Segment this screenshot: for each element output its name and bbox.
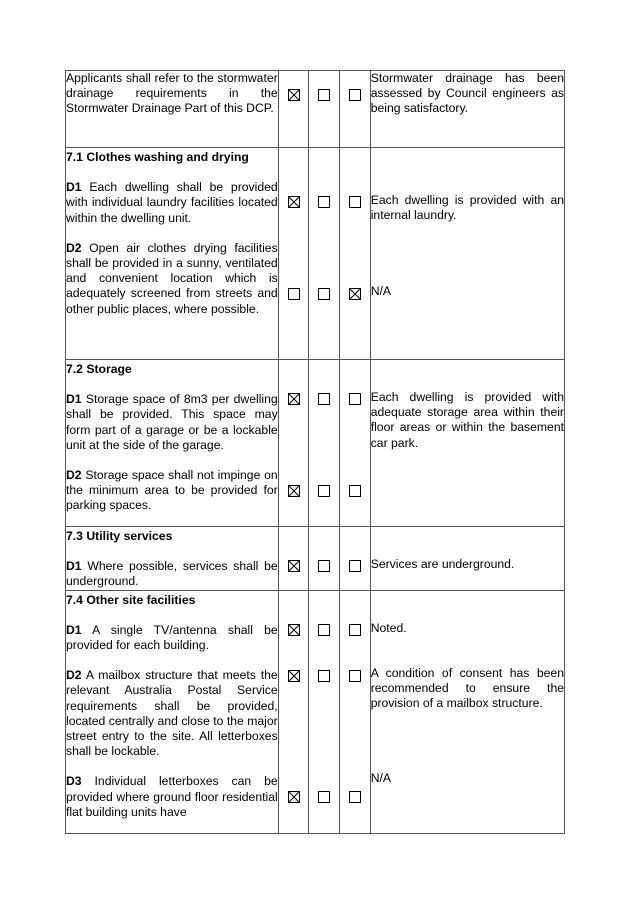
checkbox-unchecked-icon[interactable]	[349, 484, 361, 496]
clause-text: Each dwelling shall be provided with individual laundry facilities located within the dwelling unit.	[66, 180, 278, 225]
table-row-section-7-2	[66, 360, 565, 527]
checkbox-unchecked-icon[interactable]	[288, 287, 300, 299]
clause-text: A single TV/antenna shall be provided for each building.	[66, 622, 278, 653]
checkbox-cell-na	[340, 590, 371, 833]
section-heading: 7.3 Utility services	[66, 529, 173, 543]
comment-cell	[370, 527, 564, 591]
checkbox-unchecked-icon[interactable]	[318, 669, 330, 681]
checkbox-cell-no	[309, 527, 340, 591]
clause-d1	[66, 392, 278, 453]
clause-text: Storage space of 8m3 per dwelling shall be provided. This space may form part of a garage or be a lockable unit at the side of the garage.	[66, 392, 278, 452]
clause-text: Where possible, services shall be underground.	[66, 559, 278, 589]
checkbox-unchecked-icon[interactable]	[349, 559, 361, 571]
comment-text: Each dwelling is provided with adequate storage area within their floor areas or within the basement car park.	[370, 390, 564, 450]
checkbox-unchecked-icon[interactable]	[349, 392, 361, 404]
clause-label: D1	[66, 559, 82, 574]
checkbox-cell-yes	[278, 360, 309, 527]
table-row-stormwater	[66, 71, 565, 148]
clause-text: A mailbox structure that meets the relevant Australia Postal Service requirements shall be provided, located centrally and close to the major street entry to the site. All letterboxes shall be lockable.	[66, 668, 278, 759]
requirement-cell	[66, 360, 279, 527]
section-heading: 7.4 Other site facilities	[66, 592, 196, 607]
clause-label: D1	[66, 180, 82, 195]
comment-cell	[370, 71, 564, 148]
checkbox-checked-icon[interactable]	[288, 559, 300, 571]
checkbox-cell-yes	[278, 71, 309, 148]
clause-label: D2	[66, 468, 82, 483]
comment-cell	[370, 590, 564, 833]
checkbox-unchecked-icon[interactable]	[349, 669, 361, 681]
checkbox-cell-no	[309, 360, 340, 527]
requirement-cell	[66, 590, 279, 833]
requirement-text: Applicants shall refer to the stormwater drainage requirements in the Stormwater Drainage Part of this DCP.	[66, 71, 278, 116]
clause-label: D1	[66, 392, 82, 407]
checkbox-cell-na	[340, 148, 371, 360]
comment-text: N/A	[370, 284, 392, 299]
requirement-cell	[66, 527, 279, 591]
table-row-section-7-1	[66, 148, 565, 360]
checkbox-unchecked-icon[interactable]	[318, 88, 330, 100]
dcp-compliance-table	[65, 70, 565, 834]
clause-text: Individual letterboxes can be provided where ground floor residential flat building units have	[66, 774, 278, 819]
checkbox-unchecked-icon[interactable]	[349, 88, 361, 100]
comment-cell	[370, 148, 564, 360]
comment-text: A condition of consent has been recommended to ensure the provision of a mailbox structure.	[370, 665, 564, 711]
clause-label: D1	[66, 622, 82, 637]
section-heading: 7.1 Clothes washing and drying	[66, 150, 249, 164]
checkbox-unchecked-icon[interactable]	[318, 195, 330, 207]
requirement-cell	[66, 71, 279, 148]
clause-d1	[66, 623, 278, 653]
checkbox-unchecked-icon[interactable]	[318, 287, 330, 299]
checkbox-checked-icon[interactable]	[288, 195, 300, 207]
clause-d1	[66, 180, 278, 226]
checkbox-checked-icon[interactable]	[288, 484, 300, 496]
requirement-cell	[66, 148, 279, 360]
checkbox-unchecked-icon[interactable]	[318, 484, 330, 496]
comment-text: Services are underground.	[370, 557, 515, 571]
comment-text: Noted.	[370, 620, 407, 635]
clause-label: D3	[66, 774, 82, 789]
checkbox-unchecked-icon[interactable]	[349, 790, 361, 802]
checkbox-cell-na	[340, 71, 371, 148]
checkbox-unchecked-icon[interactable]	[349, 623, 361, 635]
checkbox-unchecked-icon[interactable]	[318, 790, 330, 802]
checkbox-unchecked-icon[interactable]	[349, 195, 361, 207]
checkbox-unchecked-icon[interactable]	[318, 623, 330, 635]
checkbox-cell-na	[340, 360, 371, 527]
checkbox-cell-no	[309, 148, 340, 360]
checkbox-unchecked-icon[interactable]	[318, 392, 330, 404]
clause-text: Storage space shall not impinge on the minimum area to be provided for parking spaces.	[66, 468, 278, 513]
clause-d2	[66, 468, 278, 514]
clause-text: Open air clothes drying facilities shall be provided in a sunny, ventilated and convenient location which is adequately screened from streets and other public places, where possible.	[66, 240, 278, 316]
comment-cell	[370, 360, 564, 527]
clause-d1	[66, 559, 278, 589]
comment-text: N/A	[370, 771, 392, 786]
clause-label: D2	[66, 240, 82, 255]
table-row-section-7-4	[66, 590, 565, 833]
section-heading: 7.2 Storage	[66, 362, 132, 376]
checkbox-checked-icon[interactable]	[288, 790, 300, 802]
table-row-section-7-3	[66, 527, 565, 591]
checkbox-checked-icon[interactable]	[288, 669, 300, 681]
clause-d3	[66, 774, 278, 820]
checkbox-cell-yes	[278, 527, 309, 591]
checkbox-cell-yes	[278, 590, 309, 833]
checkbox-checked-icon[interactable]	[288, 623, 300, 635]
checkbox-checked-icon[interactable]	[288, 392, 300, 404]
checkbox-cell-yes	[278, 148, 309, 360]
checkbox-checked-icon[interactable]	[349, 287, 361, 299]
checkbox-cell-no	[309, 71, 340, 148]
clause-d2	[66, 668, 278, 759]
checkbox-cell-na	[340, 527, 371, 591]
checkbox-checked-icon[interactable]	[288, 88, 300, 100]
checkbox-cell-no	[309, 590, 340, 833]
comment-text: Each dwelling is provided with an internal laundry.	[370, 193, 564, 223]
checkbox-unchecked-icon[interactable]	[318, 559, 330, 571]
clause-label: D2	[66, 668, 82, 683]
comment-text: Stormwater drainage has been assessed by Council engineers as being satisfactory.	[370, 71, 564, 116]
clause-d2	[66, 241, 278, 317]
